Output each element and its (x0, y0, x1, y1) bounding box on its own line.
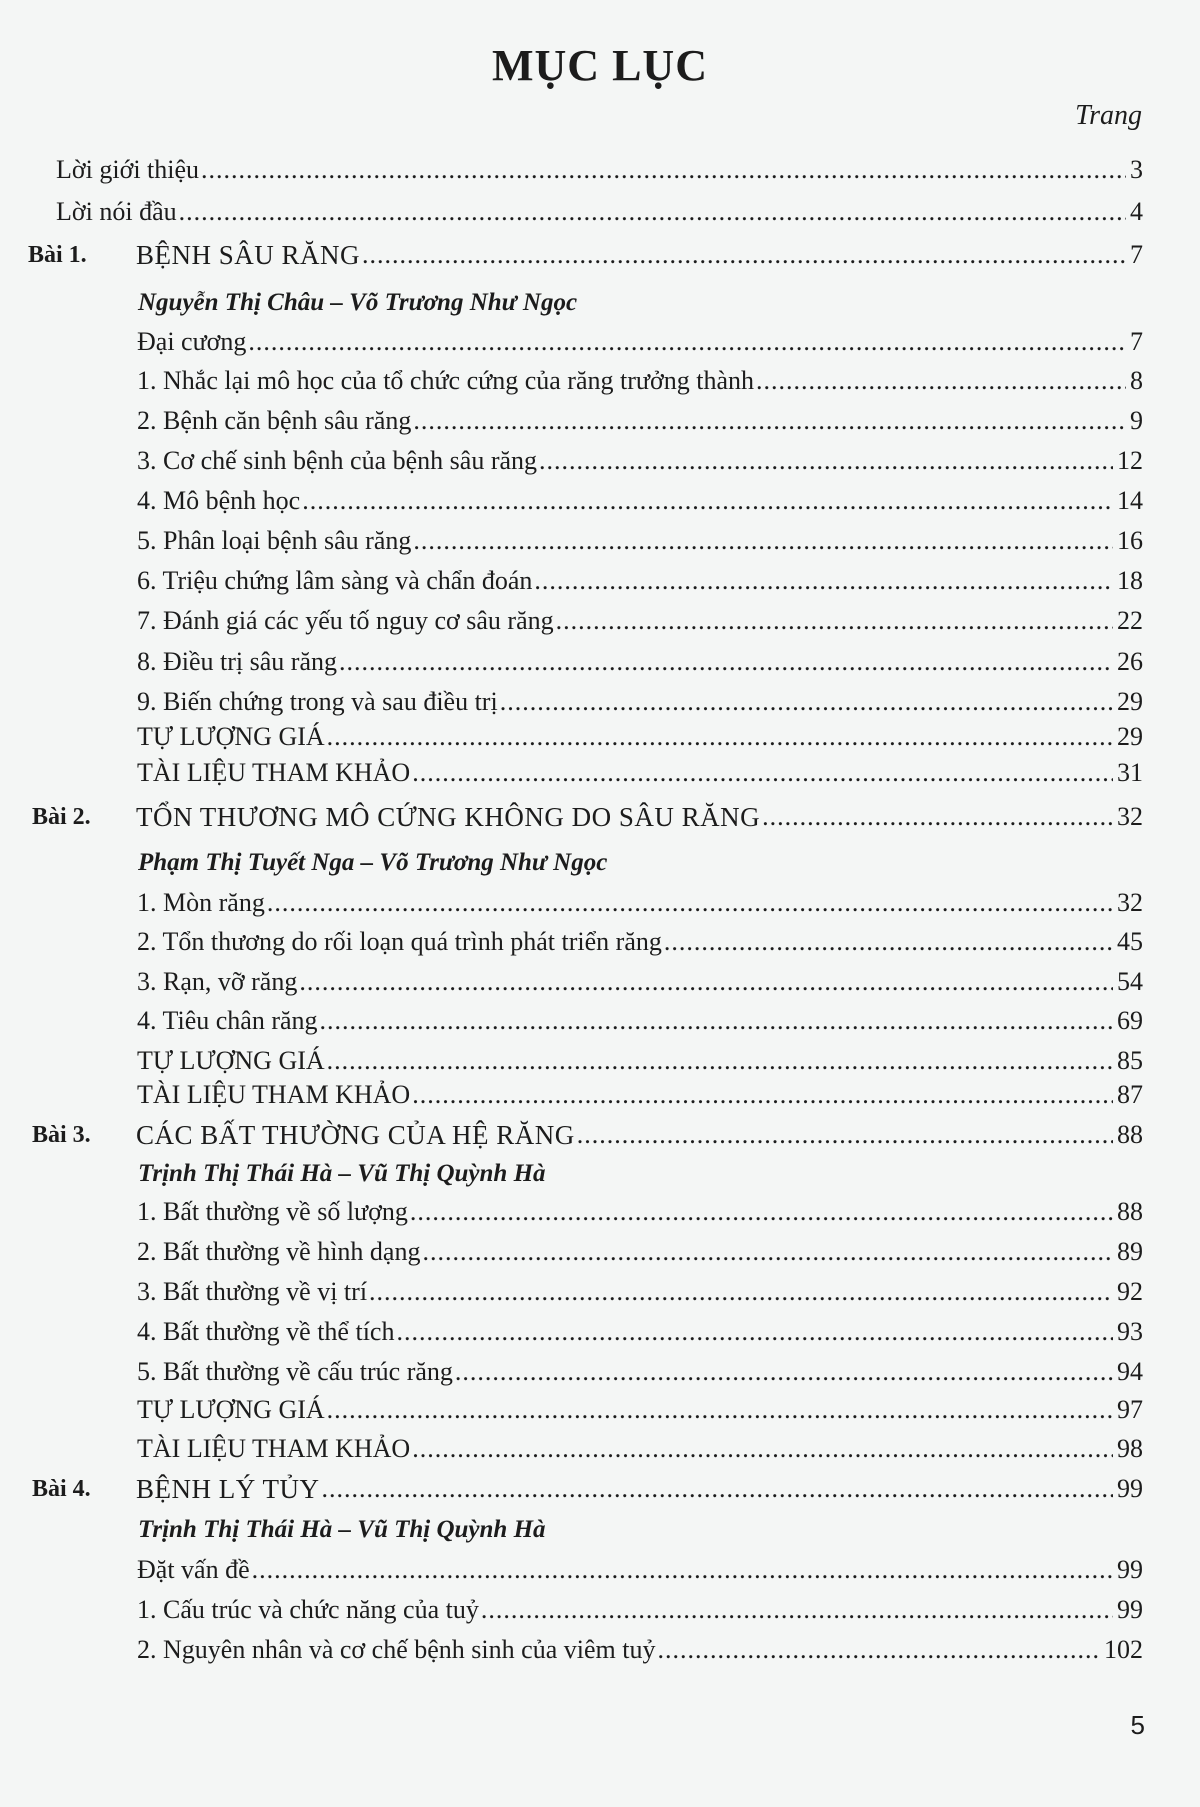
toc-entry-page: 26 (1117, 647, 1143, 676)
toc-item[interactable] (137, 1393, 1143, 1427)
lesson-label: Bài 2. (32, 804, 91, 830)
toc-entry-text: 9. Biến chứng trong và sau điều trị (137, 687, 498, 716)
toc-entry-text: 1. Bất thường về số lượng (137, 1197, 408, 1226)
toc-item[interactable] (137, 685, 1143, 719)
toc-item[interactable] (137, 1078, 1143, 1112)
dot-leader (248, 325, 1126, 359)
lesson-title-entry[interactable] (136, 238, 1143, 272)
toc-entry-text: TÀI LIỆU THAM KHẢO (137, 1434, 411, 1463)
toc-entry-page: 18 (1117, 566, 1143, 595)
toc-entry-page: 7 (1130, 240, 1143, 269)
dot-leader (299, 965, 1113, 999)
toc-entry-page: 54 (1117, 967, 1143, 996)
dot-leader (534, 564, 1113, 598)
dot-leader (577, 1118, 1113, 1152)
front-matter-entry[interactable] (56, 153, 1143, 187)
dot-leader (539, 444, 1113, 478)
toc-entry-page: 22 (1117, 606, 1143, 635)
toc-entry-page: 87 (1117, 1080, 1143, 1109)
toc-entry-page: 99 (1117, 1595, 1143, 1624)
toc-entry-text: Đại cương (137, 327, 247, 356)
toc-entry-page: 29 (1117, 722, 1143, 751)
lesson-authors: Phạm Thị Tuyết Nga – Võ Trương Như Ngọc (138, 849, 608, 876)
toc-entry-page: 4 (1130, 197, 1143, 226)
lesson-authors: Trịnh Thị Thái Hà – Vũ Thị Quỳnh Hà (138, 1516, 546, 1543)
dot-leader (413, 524, 1113, 558)
toc-entry-text: TỔN THƯƠNG MÔ CỨNG KHÔNG DO SÂU RĂNG (136, 802, 761, 832)
toc-entry-text: BỆNH LÝ TỦY (136, 1474, 320, 1504)
lesson-authors: Nguyễn Thị Châu – Võ Trương Như Ngọc (138, 289, 578, 316)
dot-leader (201, 153, 1126, 187)
toc-entry-text: 4. Mô bệnh học (137, 486, 301, 515)
lesson-label: Bài 3. (32, 1122, 91, 1148)
toc-entry-text: 5. Bất thường về cấu trúc răng (137, 1357, 453, 1386)
toc-entry-text: 2. Bệnh căn bệnh sâu răng (137, 406, 412, 435)
toc-entry-page: 85 (1117, 1046, 1143, 1075)
dot-leader (556, 604, 1113, 638)
toc-item[interactable] (137, 965, 1143, 999)
toc-entry-text: 3. Rạn, vỡ răng (137, 967, 298, 996)
toc-entry-page: 9 (1130, 406, 1143, 435)
dot-leader (339, 645, 1113, 679)
dot-leader (455, 1355, 1113, 1389)
lesson-title-entry[interactable] (136, 1472, 1143, 1506)
toc-entry-page: 97 (1117, 1395, 1143, 1424)
page-number: 5 (1130, 1710, 1145, 1740)
toc-item[interactable] (137, 1355, 1143, 1389)
toc-item[interactable] (137, 645, 1143, 679)
toc-item[interactable] (137, 886, 1143, 920)
dot-leader (412, 756, 1113, 790)
front-matter-entry[interactable] (56, 195, 1143, 229)
toc-item[interactable] (137, 1432, 1143, 1466)
toc-entry-page: 102 (1104, 1635, 1143, 1664)
toc-item[interactable] (137, 1195, 1143, 1229)
toc-entry-page: 88 (1117, 1197, 1143, 1226)
toc-item[interactable] (137, 1235, 1143, 1269)
toc-entry-page: 32 (1117, 802, 1143, 831)
toc-entry-text: Đặt vấn đề (137, 1555, 250, 1584)
toc-entry-page: 8 (1130, 366, 1143, 395)
toc-item[interactable] (137, 925, 1143, 959)
toc-entry-page: 88 (1117, 1120, 1143, 1149)
lesson-label: Bài 1. (28, 242, 87, 268)
toc-item[interactable] (137, 604, 1143, 638)
toc-item[interactable] (137, 1004, 1143, 1038)
lesson-title-entry[interactable] (136, 800, 1143, 834)
dot-leader (327, 1044, 1113, 1078)
toc-item[interactable] (137, 564, 1143, 598)
dot-leader (267, 886, 1113, 920)
dot-leader (252, 1553, 1113, 1587)
lesson-label: Bài 4. (32, 1476, 91, 1502)
toc-item[interactable] (137, 1315, 1143, 1349)
toc-entry-page: 89 (1117, 1237, 1143, 1266)
dot-leader (756, 364, 1126, 398)
toc-item[interactable] (137, 1044, 1143, 1078)
toc-entry-text: TỰ LƯỢNG GIÁ (137, 1395, 325, 1424)
toc-entry-text: 7. Đánh giá các yếu tố nguy cơ sâu răng (137, 606, 554, 635)
toc-entry-page: 29 (1117, 687, 1143, 716)
toc-item[interactable] (137, 364, 1143, 398)
toc-item[interactable] (137, 484, 1143, 518)
toc-entry-page: 99 (1117, 1474, 1143, 1503)
dot-leader (664, 925, 1113, 959)
dot-leader (481, 1593, 1113, 1627)
toc-entry-page: 45 (1117, 927, 1143, 956)
dot-leader (322, 1472, 1114, 1506)
dot-leader (413, 404, 1126, 438)
dot-leader (302, 484, 1113, 518)
toc-entry-text: 6. Triệu chứng lâm sàng và chẩn đoán (137, 566, 533, 595)
toc-item[interactable] (137, 444, 1143, 478)
toc-item[interactable] (137, 325, 1143, 359)
dot-leader (762, 800, 1113, 834)
toc-item[interactable] (137, 1593, 1143, 1627)
toc-item[interactable] (137, 404, 1143, 438)
toc-entry-text: 4. Tiêu chân răng (137, 1006, 318, 1035)
toc-entry-page: 98 (1117, 1434, 1143, 1463)
toc-entry-text: TÀI LIỆU THAM KHẢO (137, 1080, 411, 1109)
page-title: MỤC LỤC (492, 41, 708, 90)
toc-entry-text: 1. Cấu trúc và chức năng của tuỷ (137, 1595, 479, 1624)
toc-item[interactable] (137, 1553, 1143, 1587)
toc-entry-page: 94 (1117, 1357, 1143, 1386)
toc-entry-text: BỆNH SÂU RĂNG (136, 240, 361, 270)
toc-entry-page: 32 (1117, 888, 1143, 917)
lesson-authors: Trịnh Thị Thái Hà – Vũ Thị Quỳnh Hà (138, 1160, 546, 1187)
toc-entry-page: 7 (1130, 327, 1143, 356)
dot-leader (412, 1432, 1113, 1466)
toc-entry-text: Lời giới thiệu (56, 155, 200, 184)
dot-leader (362, 238, 1126, 272)
toc-entry-text: 2. Bất thường về hình dạng (137, 1237, 421, 1266)
toc-entry-text: 2. Nguyên nhân và cơ chế bệnh sinh của viêm tuỷ (137, 1635, 656, 1664)
toc-entry-page: 14 (1117, 486, 1143, 515)
dot-leader (320, 1004, 1113, 1038)
dot-leader (422, 1235, 1113, 1269)
dot-leader (369, 1275, 1113, 1309)
dot-leader (500, 685, 1113, 719)
toc-item[interactable] (137, 720, 1143, 754)
toc-item[interactable] (137, 756, 1143, 790)
toc-entry-page: 99 (1117, 1555, 1143, 1584)
toc-entry-page: 12 (1117, 446, 1143, 475)
toc-entry-text: TỰ LƯỢNG GIÁ (137, 1046, 325, 1075)
toc-entry-text: 3. Cơ chế sinh bệnh của bệnh sâu răng (137, 446, 538, 475)
toc-entry-text: 2. Tổn thương do rối loạn quá trình phát triển răng (137, 927, 662, 956)
dot-leader (410, 1195, 1113, 1229)
page-column-label: Trang (1075, 100, 1142, 131)
dot-leader (657, 1633, 1100, 1667)
toc-entry-page: 16 (1117, 526, 1143, 555)
dot-leader (327, 720, 1113, 754)
toc-entry-text: TÀI LIỆU THAM KHẢO (137, 758, 411, 787)
toc-entry-text: 3. Bất thường về vị trí (137, 1277, 368, 1306)
toc-entry-text: TỰ LƯỢNG GIÁ (137, 722, 325, 751)
toc-entry-page: 92 (1117, 1277, 1143, 1306)
dot-leader (396, 1315, 1113, 1349)
toc-entry-text: Lời nói đầu (56, 197, 177, 226)
toc-item[interactable] (137, 1275, 1143, 1309)
lesson-title-entry[interactable] (136, 1118, 1143, 1152)
dot-leader (327, 1393, 1113, 1427)
toc-item[interactable] (137, 524, 1143, 558)
toc-entry-text: 4. Bất thường về thể tích (137, 1317, 395, 1346)
toc-item[interactable] (137, 1633, 1143, 1667)
dot-leader (412, 1078, 1113, 1112)
toc-entry-page: 3 (1130, 155, 1143, 184)
toc-entry-text: 8. Điều trị sâu răng (137, 647, 338, 676)
toc-entry-page: 31 (1117, 758, 1143, 787)
toc-entry-page: 69 (1117, 1006, 1143, 1035)
toc-entry-text: 1. Nhắc lại mô học của tổ chức cứng của răng trưởng thành (137, 366, 754, 395)
toc-entry-text: 5. Phân loại bệnh sâu răng (137, 526, 412, 555)
dot-leader (179, 195, 1126, 229)
toc-entry-text: 1. Mòn răng (137, 888, 265, 917)
toc-entry-text: CÁC BẤT THƯỜNG CỦA HỆ RĂNG (136, 1120, 575, 1150)
toc-entry-page: 93 (1117, 1317, 1143, 1346)
